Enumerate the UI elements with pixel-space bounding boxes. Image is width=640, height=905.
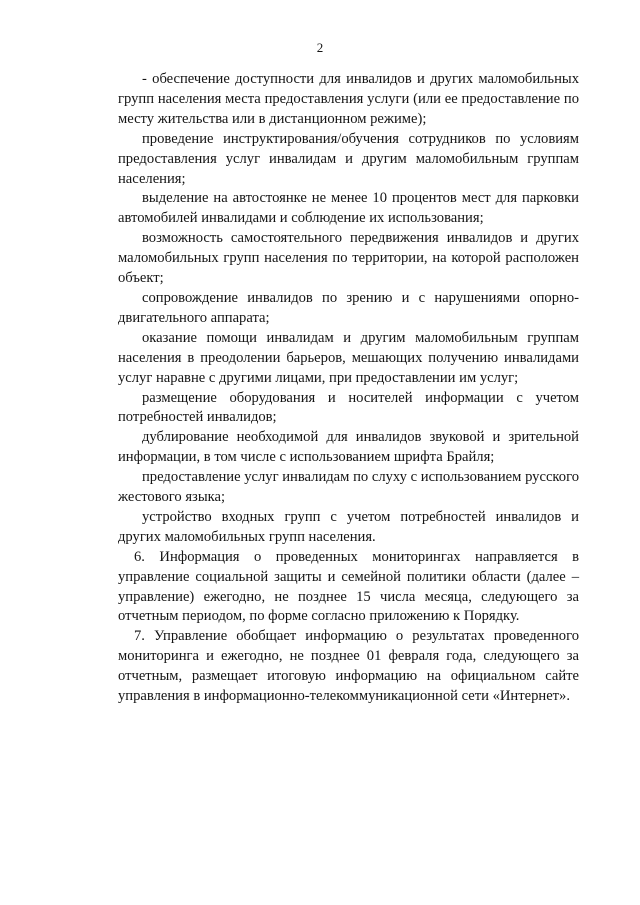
paragraph-equipment-placement: размещение оборудования и носителей информации с учетом потребностей инвалидов; bbox=[118, 389, 579, 426]
document-body bbox=[118, 70, 579, 707]
paragraph-assistance-barriers: оказание помощи инвалидам и другим маломобильным группам населения в преодолении барьеров, мешающих получению инвалидами услуг наравне с другими лицами, при предоставлении им услуг; bbox=[118, 329, 579, 386]
paragraph-parking-allocation: выделение на автостоянке не менее 10 процентов мест для парковки автомобилей инвалидами и соблюдение их использования; bbox=[118, 190, 579, 227]
paragraph-braille-duplication: дублирование необходимой для инвалидов звуковой и зрительной информации, в том числе с использованием шрифта Брайля; bbox=[118, 429, 579, 466]
paragraph-entrance-groups: устройство входных групп с учетом потребностей инвалидов и других маломобильных групп населения. bbox=[118, 508, 579, 545]
paragraph-independent-movement: возможность самостоятельного передвижения инвалидов и других маломобильных групп населения по территории, на которой расположен объект; bbox=[118, 230, 579, 287]
paragraph-staff-instruction: проведение инструктирования/обучения сотрудников по условиям предоставления услуг инвалидам и другим маломобильным группам населения; bbox=[118, 130, 579, 187]
paragraph-accessibility-of-service-place: - обеспечение доступности для инвалидов и других маломобильных групп населения места предоставления услуги (или ее предоставление по месту жительства или в дистанционном режиме); bbox=[118, 71, 579, 127]
paragraph-sign-language: предоставление услуг инвалидам по слуху с использованием русского жестового языка; bbox=[118, 469, 579, 506]
paragraph-escort-visually-impaired: сопровождение инвалидов по зрению и с нарушениями опорно-двигательного аппарата; bbox=[118, 289, 579, 326]
paragraph-item-6-monitoring-reports: 6. Информация о проведенных мониторингах направляется в управление социальной защиты и семейной политики области (далее – управление) ежегодно, не позднее 15 числа месяца, следующего за отчетным периодом, по форме согласно приложению к Порядку. bbox=[118, 548, 579, 625]
page-number: 2 bbox=[316, 40, 324, 55]
paragraph-item-7-summary-publication: 7. Управление обобщает информацию о результатах проведенного мониторинга и ежегодно, не позднее 01 февраля года, следующего за отчетным, размещает итоговую информацию на официальном сайте управления в информационно-телекоммуникационной сети «Интернет». bbox=[118, 628, 579, 705]
